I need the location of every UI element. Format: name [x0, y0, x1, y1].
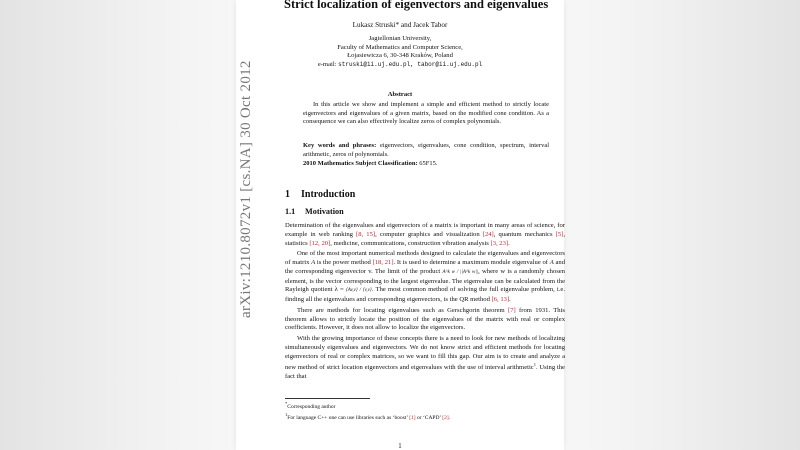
text-run: There are methods for locating eigenvalues such as Gerschgorin theorem [297, 306, 509, 314]
citation-link[interactable]: [6, 13] [491, 296, 510, 303]
footnote-text: or ‘CAPD’ [415, 414, 443, 421]
citation-link[interactable]: [24] [482, 230, 494, 238]
text-run: With the growing importance of these concepts there is a need to look for new methods of localizing simultaneously eigenvalues and eigenvectors. We do not know strict and efficient methods for locating eigenvectors of real or complex matrices, so we want to fill this gap. Our aim is to create and analyze a new method of strict location eigenvectors and eigenvalues with the use of interval arithmetic [285, 335, 565, 372]
section-title: Introduction [301, 189, 356, 200]
citation-link[interactable]: [7] [508, 306, 516, 314]
affiliation-line-2: Faculty of Mathematics and Computer Science, [337, 43, 463, 51]
math-symbol: A [311, 259, 316, 266]
footnote-1 [285, 400, 565, 411]
text-run: . [509, 296, 511, 303]
footnote-mark: * [285, 401, 288, 406]
keywords-label: Key words and phrases: [303, 142, 377, 149]
text-run: , statistics [285, 230, 565, 247]
footnote-text: For language C++ one can use libraries such as ‘boost’ [287, 414, 410, 421]
body-text [285, 222, 565, 384]
section-number: 1 [285, 189, 290, 200]
citation-link[interactable]: [3, 23] [490, 239, 509, 247]
citation-link[interactable]: [12, 20] [309, 239, 331, 247]
email-line [236, 61, 564, 70]
footnote-marker[interactable]: 1 [533, 362, 536, 368]
text-run: and the corresponding eigenvector v. The limit of the product [285, 259, 566, 275]
msc-label: 2010 Mathematics Subject Classification: [303, 160, 418, 167]
subsection-title: Motivation [305, 207, 344, 216]
page-number: 1 [398, 443, 402, 450]
text-run: , medicine, communications, construction vibration analysis [330, 239, 491, 247]
citation-link[interactable]: [8, 15] [356, 230, 376, 238]
subsection-number: 1.1 [285, 207, 296, 216]
backdrop-left [0, 0, 236, 450]
text-run: is the power method [315, 259, 373, 266]
keywords-text: eigenvectors, eigenvalues, cone condition, spectrum, interval arithmetic, zeros of polynomials. [303, 142, 550, 158]
abstract-text: In this article we show and implement a simple and efficient method to strictly locate eigenvectors and eigenvalues of a given matrix, based on the modified cone condition. As a consequence we can also effectively localize zeros of complex polynomials. [303, 101, 549, 126]
affiliation-line-3: Łojasiewicza 6, 30-348 Kraków, Poland [347, 52, 453, 60]
backdrop-right [564, 0, 800, 450]
paragraph-2 [285, 250, 565, 305]
email-label: e-mail: [317, 60, 337, 68]
msc-block [303, 160, 549, 169]
text-run: , where w is a randomly chosen element, is the vector corresponding to the largest eigenvalue. The eigenvalue can be calculated from the Rayleigh quotient λ = [285, 267, 565, 294]
email-value[interactable]: struski@ii.uj.edu.pl, tabor@ii.uj.edu.pl [338, 60, 483, 68]
paragraph-4 [285, 335, 565, 382]
footnote-2 [285, 411, 565, 422]
author-line: Lukasz Struski* and Jacek Tabor [352, 21, 448, 29]
paragraph-1 [285, 222, 565, 248]
paragraph-3 [285, 307, 565, 333]
text-run: . [508, 239, 510, 247]
subsection-heading [285, 207, 344, 216]
text-run: . It is used to determine a maximum module eigenvalue of [393, 259, 550, 266]
footnote-text: . [448, 414, 451, 421]
text-run: , quantum mechanics [493, 230, 556, 238]
math-fraction: A^k w / ||A^k w|| [442, 269, 479, 275]
footnote-rule [285, 398, 370, 399]
text-run: , computer graphics and visualization [375, 230, 483, 238]
citation-link[interactable]: [2] [442, 414, 449, 421]
msc-text: 65F15. [419, 160, 438, 167]
citation-link[interactable]: [18, 21] [372, 259, 394, 266]
text-run: . Using the fact that [285, 364, 565, 381]
math-fraction: ⟨Av,v⟩ / ⟨v,v⟩ [345, 288, 372, 294]
affiliation-line-1: Jagiellonian University, [368, 35, 432, 42]
abstract-heading: Abstract [387, 91, 413, 98]
paper-title: Strict localization of eigenvectors and eigenvalues [284, 0, 549, 11]
keywords-block [303, 142, 549, 159]
citation-link[interactable]: [5] [555, 230, 564, 238]
text-run: One of the most important numerical methods designed to calculate the eigenvalues and eigenvectors of matrix [285, 250, 565, 266]
footnotes [285, 400, 565, 422]
citation-link[interactable]: [1] [409, 414, 416, 421]
footnote-mark: 1 [285, 412, 288, 418]
section-heading [285, 189, 355, 200]
text-run: from 1931. This theorem allows to strictly locate the position of the eigenvalues of the matrix with real or complex coefficients. However, it does not allow to localize the eigenvectors. [285, 306, 566, 332]
footnote-text: Corresponding author [287, 403, 336, 410]
affiliation-block [236, 35, 564, 69]
text-run: . The most common method of solving the full eigenvalue problem, i.e. finding all the eigenvalues and corresponding eigenvectors, is the QR method [285, 286, 565, 303]
text-run: Determination of the eigenvalues and eigenvectors of a matrix is important in many areas of science, for example in web ranking [285, 222, 565, 238]
math-symbol: A [549, 259, 554, 266]
